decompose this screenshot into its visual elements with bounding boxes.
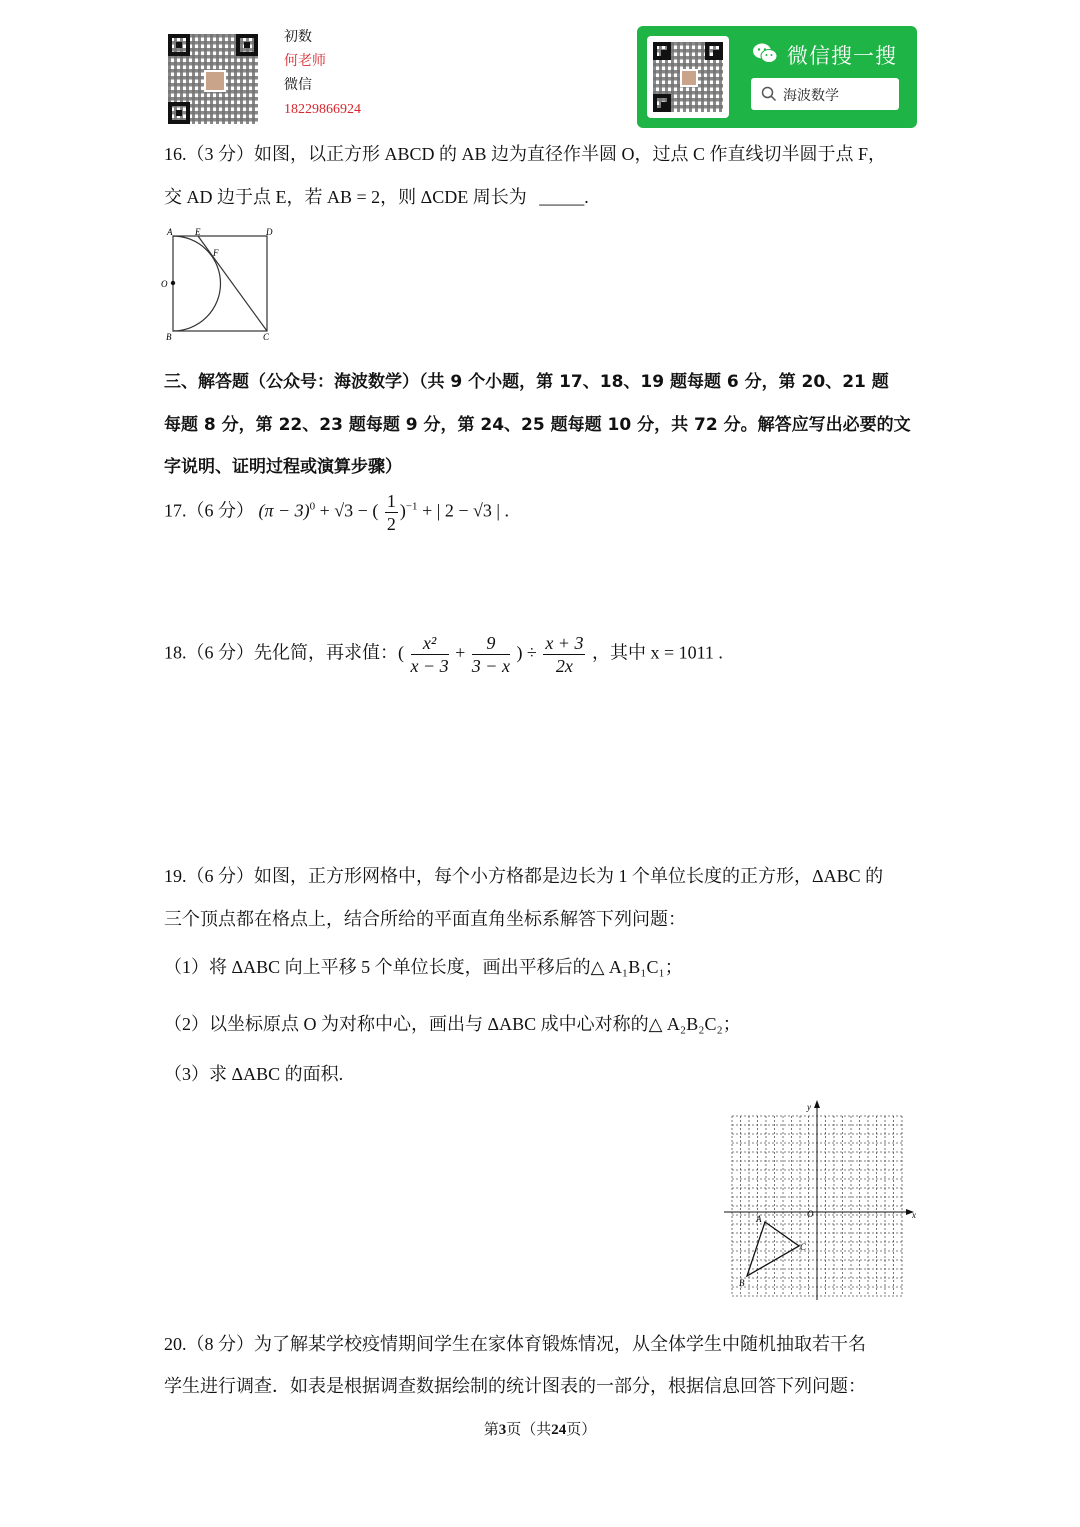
- footer-page-number: 3: [498, 1422, 507, 1438]
- section3-line2: 每题 8 分，第 22、23 题每题 9 分，第 24、25 题每题 10 分，共 72 分。解答应写出必要的文: [164, 415, 911, 435]
- q17-term-a: (π − 3): [258, 500, 310, 521]
- q18-f2-num: 9: [472, 632, 510, 655]
- footer-post: 页）: [566, 1422, 597, 1438]
- contact-teacher-name: 何老师: [284, 54, 326, 69]
- q17-term-d: + | 2 − √3 | .: [422, 500, 509, 521]
- q19-line1: 19.（6 分）如图，正方形网格中，每个小方格都是边长为 1 个单位长度的正方形，ΔABC 的: [164, 866, 884, 886]
- label-A: A: [167, 227, 173, 237]
- q16-line1: 16.（3 分）如图，以正方形 ABCD 的 AB 边为直径作半圆 O，过点 C 作直线切半圆于点 F，: [164, 144, 887, 164]
- contact-info: [284, 26, 361, 122]
- label-F: F: [213, 248, 219, 258]
- wechat-logo-icon: [752, 42, 778, 64]
- q18-f3-num: x + 3: [545, 633, 584, 653]
- label-E: E: [195, 227, 201, 237]
- q17-exp0: 0: [309, 500, 316, 513]
- wechat-search-card: [637, 26, 917, 128]
- q18-div: ) ÷: [516, 642, 537, 663]
- q19-coordinate-grid: [722, 1098, 922, 1304]
- q17-frac-num: 1: [386, 491, 396, 511]
- q18-f1-den: x − 3: [410, 656, 449, 676]
- q17-frac-den: 2: [386, 514, 396, 534]
- q17-prefix: 17.（6 分）: [164, 500, 254, 521]
- q20-line1: 20.（8 分）为了解某学校疫情期间学生在家体育锻炼情况，从全体学生中随机抽取若干名: [164, 1334, 866, 1354]
- origin-label: O: [807, 1209, 814, 1219]
- q19-sub1: （1）将 ΔABC 向上平移 5 个单位长度，画出平移后的△ A₁B₁C₁；: [164, 957, 683, 977]
- contact-line1: 初数: [284, 30, 312, 45]
- vertex-B-label: B: [739, 1278, 745, 1288]
- q18-fraction3: [543, 632, 585, 677]
- axis-y-label: y: [807, 1102, 811, 1112]
- q18-f3-den: 2x: [555, 656, 573, 676]
- label-C: C: [263, 332, 270, 342]
- q18-expression: [164, 632, 723, 677]
- q18-fraction2: [472, 632, 510, 677]
- vertex-C-label: C: [800, 1242, 807, 1252]
- q17-expression: [164, 490, 509, 535]
- q18-suffix: ，其中 x = 1011 .: [591, 642, 723, 663]
- page-footer: [0, 1418, 1080, 1439]
- q18-fraction1: [411, 632, 449, 677]
- q17-term-c: ): [399, 500, 406, 521]
- vertex-A-label: A: [756, 1214, 762, 1224]
- q17-exp-neg1: −1: [405, 500, 418, 513]
- contact-qr-code: [168, 34, 258, 124]
- q16-line2: [164, 183, 589, 209]
- wechat-search-text: 海波数学: [783, 88, 839, 104]
- footer-mid: 页（共: [506, 1422, 552, 1438]
- wechat-search-box[interactable]: [751, 78, 899, 110]
- search-icon: [761, 86, 777, 102]
- axis-x-label: x: [912, 1210, 916, 1220]
- label-B: B: [166, 332, 172, 342]
- q16-square-figure: [158, 224, 282, 346]
- q19-line2: 三个顶点都在格点上，结合所给的平面直角坐标系解答下列问题：: [164, 909, 686, 929]
- q16-answer-blank: _____.: [539, 187, 589, 207]
- q18-f1-num: x²: [411, 632, 449, 655]
- q18-prefix: 18.（6 分）先化简，再求值：(: [164, 642, 404, 663]
- q17-term-b: + √3 − (: [319, 500, 379, 521]
- section3-line1: 三、解答题（公众号：海波数学）（共 9 个小题，第 17、18、19 题每题 6 分，第 20、21 题: [164, 372, 889, 392]
- q19-sub3: （3）求 ΔABC 的面积.: [164, 1064, 344, 1084]
- q19-sub2: （2）以坐标原点 O 为对称中心，画出与 ΔABC 成中心对称的△ A₂B₂C₂；: [164, 1014, 741, 1034]
- wechat-search-title: 微信搜一搜: [787, 44, 897, 68]
- contact-phone: 18229866924: [284, 102, 361, 117]
- contact-line3: 微信: [284, 78, 312, 93]
- q18-f2-den: 3 − x: [471, 656, 510, 676]
- footer-total-pages: 24: [551, 1422, 567, 1438]
- q18-plus: +: [455, 642, 466, 663]
- footer-pre: 第: [483, 1422, 499, 1438]
- wechat-qr-code: [647, 36, 729, 118]
- q20-line2: 学生进行调查．如表是根据调查数据绘制的统计图表的一部分，根据信息回答下列问题：: [164, 1376, 866, 1396]
- q16-line2-text: 交 AD 边于点 E，若 AB = 2，则 ΔCDE 周长为: [164, 187, 527, 207]
- label-O: O: [161, 279, 168, 289]
- q17-fraction: [385, 490, 398, 535]
- label-D: D: [266, 227, 273, 237]
- section3-line3: 字说明、证明过程或演算步骤）: [164, 457, 402, 477]
